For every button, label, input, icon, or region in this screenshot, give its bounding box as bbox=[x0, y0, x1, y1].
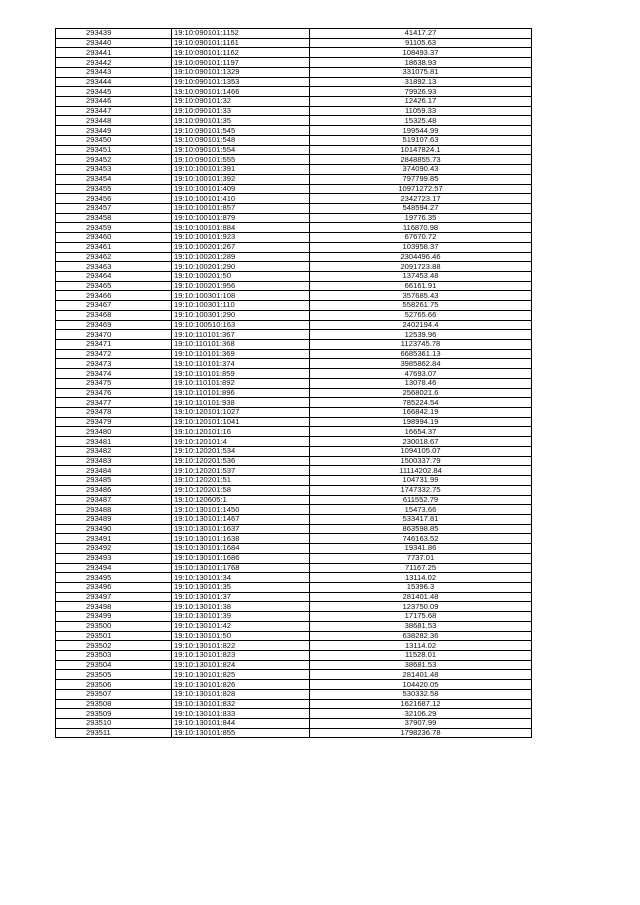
cadastral-number-cell: 19:10:130101:1684 bbox=[172, 544, 310, 554]
value-cell: 104420.05 bbox=[310, 680, 532, 690]
table-row bbox=[56, 485, 532, 495]
table-row bbox=[56, 427, 532, 437]
value-cell: 2568021.6 bbox=[310, 388, 532, 398]
cadastral-number-cell: 19:10:130101:1467 bbox=[172, 514, 310, 524]
cadastral-number-cell: 19:10:130101:833 bbox=[172, 709, 310, 719]
cadastral-number-cell: 19:10:130101:823 bbox=[172, 651, 310, 661]
row-number-cell: 293507 bbox=[56, 689, 172, 699]
table-row bbox=[56, 398, 532, 408]
cadastral-number-cell: 19:10:130101:825 bbox=[172, 670, 310, 680]
value-cell: 281401.48 bbox=[310, 592, 532, 602]
cadastral-number-cell: 19:10:100301:108 bbox=[172, 291, 310, 301]
cadastral-number-cell: 19:10:130101:824 bbox=[172, 660, 310, 670]
row-number-cell: 293498 bbox=[56, 602, 172, 612]
cadastral-number-cell: 19:10:110101:892 bbox=[172, 378, 310, 388]
value-cell: 66161.91 bbox=[310, 281, 532, 291]
cadastral-number-cell: 19:10:090101:32 bbox=[172, 97, 310, 107]
value-cell: 785224.54 bbox=[310, 398, 532, 408]
row-number-cell: 293509 bbox=[56, 709, 172, 719]
value-cell: 31892.13 bbox=[310, 77, 532, 87]
row-number-cell: 293480 bbox=[56, 427, 172, 437]
cadastral-number-cell: 19:10:100101:391 bbox=[172, 165, 310, 175]
value-cell: 37907.99 bbox=[310, 719, 532, 729]
cadastral-number-cell: 19:10:110101:368 bbox=[172, 340, 310, 350]
row-number-cell: 293492 bbox=[56, 544, 172, 554]
row-number-cell: 293470 bbox=[56, 330, 172, 340]
row-number-cell: 293440 bbox=[56, 38, 172, 48]
cadastral-number-cell: 19:10:090101:35 bbox=[172, 116, 310, 126]
value-cell: 15473.66 bbox=[310, 505, 532, 515]
cadastral-number-cell: 19:10:130101:42 bbox=[172, 621, 310, 631]
row-number-cell: 293462 bbox=[56, 252, 172, 262]
table-row bbox=[56, 514, 532, 524]
value-cell: 38681.53 bbox=[310, 621, 532, 631]
table-row bbox=[56, 203, 532, 213]
table-row bbox=[56, 213, 532, 223]
data-table bbox=[55, 28, 532, 738]
cadastral-number-cell: 19:10:130101:1686 bbox=[172, 553, 310, 563]
cadastral-number-cell: 19:10:110101:938 bbox=[172, 398, 310, 408]
row-number-cell: 293450 bbox=[56, 135, 172, 145]
row-number-cell: 293454 bbox=[56, 174, 172, 184]
value-cell: 47693.07 bbox=[310, 369, 532, 379]
cadastral-number-cell: 19:10:090101:33 bbox=[172, 106, 310, 116]
value-cell: 533417.81 bbox=[310, 514, 532, 524]
value-cell: 1500337.79 bbox=[310, 456, 532, 466]
row-number-cell: 293460 bbox=[56, 233, 172, 243]
value-cell: 863598.85 bbox=[310, 524, 532, 534]
cadastral-number-cell: 19:10:090101:548 bbox=[172, 135, 310, 145]
cadastral-number-cell: 19:10:100101:923 bbox=[172, 233, 310, 243]
cadastral-number-cell: 19:10:120101:1027 bbox=[172, 408, 310, 418]
row-number-cell: 293478 bbox=[56, 408, 172, 418]
row-number-cell: 293496 bbox=[56, 582, 172, 592]
value-cell: 530332.58 bbox=[310, 689, 532, 699]
row-number-cell: 293465 bbox=[56, 281, 172, 291]
table-row bbox=[56, 330, 532, 340]
table-row bbox=[56, 524, 532, 534]
row-number-cell: 293458 bbox=[56, 213, 172, 223]
cadastral-number-cell: 19:10:130101:855 bbox=[172, 728, 310, 738]
cadastral-number-cell: 19:10:130101:37 bbox=[172, 592, 310, 602]
cadastral-number-cell: 19:10:130101:844 bbox=[172, 719, 310, 729]
cadastral-number-cell: 19:10:130101:826 bbox=[172, 680, 310, 690]
value-cell: 1621687.12 bbox=[310, 699, 532, 709]
cadastral-number-cell: 19:10:130101:828 bbox=[172, 689, 310, 699]
table-row bbox=[56, 456, 532, 466]
table-row bbox=[56, 670, 532, 680]
value-cell: 1094105.07 bbox=[310, 446, 532, 456]
row-number-cell: 293482 bbox=[56, 446, 172, 456]
table-row bbox=[56, 349, 532, 359]
table-row bbox=[56, 612, 532, 622]
cadastral-number-cell: 19:10:120201:58 bbox=[172, 485, 310, 495]
table-row bbox=[56, 233, 532, 243]
cadastral-number-cell: 19:10:130101:39 bbox=[172, 612, 310, 622]
table-row bbox=[56, 320, 532, 330]
row-number-cell: 293508 bbox=[56, 699, 172, 709]
row-number-cell: 293486 bbox=[56, 485, 172, 495]
value-cell: 638282.36 bbox=[310, 631, 532, 641]
row-number-cell: 293441 bbox=[56, 48, 172, 58]
row-number-cell: 293485 bbox=[56, 476, 172, 486]
row-number-cell: 293468 bbox=[56, 310, 172, 320]
value-cell: 1747332.75 bbox=[310, 485, 532, 495]
value-cell: 519107.63 bbox=[310, 135, 532, 145]
table-row bbox=[56, 165, 532, 175]
cadastral-number-cell: 19:10:120101:16 bbox=[172, 427, 310, 437]
cadastral-number-cell: 19:10:110101:896 bbox=[172, 388, 310, 398]
table-row bbox=[56, 145, 532, 155]
row-number-cell: 293497 bbox=[56, 592, 172, 602]
value-cell: 38681.53 bbox=[310, 660, 532, 670]
table-row bbox=[56, 184, 532, 194]
cadastral-number-cell: 19:10:090101:1152 bbox=[172, 29, 310, 39]
value-cell: 13114.02 bbox=[310, 641, 532, 651]
row-number-cell: 293494 bbox=[56, 563, 172, 573]
value-cell: 2304496.46 bbox=[310, 252, 532, 262]
row-number-cell: 293444 bbox=[56, 77, 172, 87]
table-row bbox=[56, 592, 532, 602]
cadastral-number-cell: 19:10:110101:367 bbox=[172, 330, 310, 340]
cadastral-number-cell: 19:10:130101:34 bbox=[172, 573, 310, 583]
row-number-cell: 293484 bbox=[56, 466, 172, 476]
value-cell: 230018.67 bbox=[310, 437, 532, 447]
value-cell: 13114.02 bbox=[310, 573, 532, 583]
value-cell: 32106.29 bbox=[310, 709, 532, 719]
table-row bbox=[56, 476, 532, 486]
table-row bbox=[56, 174, 532, 184]
row-number-cell: 293455 bbox=[56, 184, 172, 194]
value-cell: 198994.19 bbox=[310, 417, 532, 427]
value-cell: 199544.99 bbox=[310, 126, 532, 136]
value-cell: 2091723.88 bbox=[310, 262, 532, 272]
cadastral-number-cell: 19:10:130101:1638 bbox=[172, 534, 310, 544]
table-row bbox=[56, 534, 532, 544]
cadastral-number-cell: 19:10:100301:290 bbox=[172, 310, 310, 320]
cadastral-number-cell: 19:10:100201:50 bbox=[172, 271, 310, 281]
table-row bbox=[56, 621, 532, 631]
table-row bbox=[56, 359, 532, 369]
table-row bbox=[56, 126, 532, 136]
value-cell: 13078.46 bbox=[310, 378, 532, 388]
cadastral-number-cell: 19:10:090101:1161 bbox=[172, 38, 310, 48]
row-number-cell: 293479 bbox=[56, 417, 172, 427]
table-row bbox=[56, 728, 532, 738]
value-cell: 41417.27 bbox=[310, 29, 532, 39]
table-row bbox=[56, 291, 532, 301]
value-cell: 52765.66 bbox=[310, 310, 532, 320]
cadastral-number-cell: 19:10:100101:392 bbox=[172, 174, 310, 184]
row-number-cell: 293446 bbox=[56, 97, 172, 107]
row-number-cell: 293439 bbox=[56, 29, 172, 39]
table-row bbox=[56, 582, 532, 592]
row-number-cell: 293448 bbox=[56, 116, 172, 126]
row-number-cell: 293452 bbox=[56, 155, 172, 165]
document-page bbox=[55, 28, 532, 738]
row-number-cell: 293503 bbox=[56, 651, 172, 661]
cadastral-number-cell: 19:10:100201:956 bbox=[172, 281, 310, 291]
table-row bbox=[56, 689, 532, 699]
row-number-cell: 293502 bbox=[56, 641, 172, 651]
cadastral-number-cell: 19:10:110101:369 bbox=[172, 349, 310, 359]
value-cell: 104731.99 bbox=[310, 476, 532, 486]
value-cell: 17175.68 bbox=[310, 612, 532, 622]
cadastral-number-cell: 19:10:100201:289 bbox=[172, 252, 310, 262]
row-number-cell: 293459 bbox=[56, 223, 172, 233]
table-row bbox=[56, 417, 532, 427]
row-number-cell: 293493 bbox=[56, 553, 172, 563]
value-cell: 2342723.17 bbox=[310, 194, 532, 204]
table-row bbox=[56, 388, 532, 398]
value-cell: 281401.48 bbox=[310, 670, 532, 680]
value-cell: 12426.17 bbox=[310, 97, 532, 107]
table-row bbox=[56, 651, 532, 661]
cadastral-number-cell: 19:10:100510:163 bbox=[172, 320, 310, 330]
row-number-cell: 293464 bbox=[56, 271, 172, 281]
table-row bbox=[56, 281, 532, 291]
row-number-cell: 293481 bbox=[56, 437, 172, 447]
value-cell: 67670.72 bbox=[310, 233, 532, 243]
table-row bbox=[56, 87, 532, 97]
cadastral-number-cell: 19:10:100201:267 bbox=[172, 242, 310, 252]
cadastral-number-cell: 19:10:130101:822 bbox=[172, 641, 310, 651]
row-number-cell: 293469 bbox=[56, 320, 172, 330]
row-number-cell: 293505 bbox=[56, 670, 172, 680]
table-row bbox=[56, 573, 532, 583]
row-number-cell: 293500 bbox=[56, 621, 172, 631]
row-number-cell: 293506 bbox=[56, 680, 172, 690]
cadastral-number-cell: 19:10:120101:4 bbox=[172, 437, 310, 447]
row-number-cell: 293453 bbox=[56, 165, 172, 175]
table-row bbox=[56, 660, 532, 670]
table-row bbox=[56, 262, 532, 272]
cadastral-number-cell: 19:10:100201:290 bbox=[172, 262, 310, 272]
table-row bbox=[56, 223, 532, 233]
table-row bbox=[56, 563, 532, 573]
table-row bbox=[56, 709, 532, 719]
table-row bbox=[56, 194, 532, 204]
table-row bbox=[56, 446, 532, 456]
row-number-cell: 293483 bbox=[56, 456, 172, 466]
value-cell: 1123745.78 bbox=[310, 340, 532, 350]
table-row bbox=[56, 408, 532, 418]
value-cell: 357685.43 bbox=[310, 291, 532, 301]
row-number-cell: 293473 bbox=[56, 359, 172, 369]
row-number-cell: 293456 bbox=[56, 194, 172, 204]
value-cell: 12539.96 bbox=[310, 330, 532, 340]
cadastral-number-cell: 19:10:100301:110 bbox=[172, 301, 310, 311]
table-row bbox=[56, 67, 532, 77]
row-number-cell: 293476 bbox=[56, 388, 172, 398]
row-number-cell: 293471 bbox=[56, 340, 172, 350]
row-number-cell: 293475 bbox=[56, 378, 172, 388]
row-number-cell: 293504 bbox=[56, 660, 172, 670]
row-number-cell: 293510 bbox=[56, 719, 172, 729]
row-number-cell: 293449 bbox=[56, 126, 172, 136]
value-cell: 331075.81 bbox=[310, 67, 532, 77]
table-row bbox=[56, 29, 532, 39]
row-number-cell: 293489 bbox=[56, 514, 172, 524]
cadastral-number-cell: 19:10:090101:1162 bbox=[172, 48, 310, 58]
table-row bbox=[56, 97, 532, 107]
value-cell: 7737.01 bbox=[310, 553, 532, 563]
value-cell: 746163.52 bbox=[310, 534, 532, 544]
row-number-cell: 293501 bbox=[56, 631, 172, 641]
table-row bbox=[56, 631, 532, 641]
table-row bbox=[56, 680, 532, 690]
cadastral-number-cell: 19:10:120201:51 bbox=[172, 476, 310, 486]
table-row bbox=[56, 252, 532, 262]
row-number-cell: 293491 bbox=[56, 534, 172, 544]
table-row bbox=[56, 544, 532, 554]
row-number-cell: 293499 bbox=[56, 612, 172, 622]
value-cell: 10147824.1 bbox=[310, 145, 532, 155]
value-cell: 2402194.4 bbox=[310, 320, 532, 330]
value-cell: 19341.86 bbox=[310, 544, 532, 554]
cadastral-number-cell: 19:10:130101:1768 bbox=[172, 563, 310, 573]
table-row bbox=[56, 641, 532, 651]
value-cell: 6685361.13 bbox=[310, 349, 532, 359]
cadastral-number-cell: 19:10:090101:555 bbox=[172, 155, 310, 165]
cadastral-number-cell: 19:10:120201:534 bbox=[172, 446, 310, 456]
cadastral-number-cell: 19:10:130101:1637 bbox=[172, 524, 310, 534]
value-cell: 19776.35 bbox=[310, 213, 532, 223]
table-body bbox=[56, 29, 532, 738]
value-cell: 123750.09 bbox=[310, 602, 532, 612]
table-row bbox=[56, 271, 532, 281]
value-cell: 2848855.73 bbox=[310, 155, 532, 165]
value-cell: 79926.93 bbox=[310, 87, 532, 97]
value-cell: 10971272.57 bbox=[310, 184, 532, 194]
value-cell: 16654.37 bbox=[310, 427, 532, 437]
value-cell: 558261.75 bbox=[310, 301, 532, 311]
row-number-cell: 293511 bbox=[56, 728, 172, 738]
table-row bbox=[56, 155, 532, 165]
table-row bbox=[56, 699, 532, 709]
value-cell: 11528.01 bbox=[310, 651, 532, 661]
cadastral-number-cell: 19:10:120605:1 bbox=[172, 495, 310, 505]
table-row bbox=[56, 553, 532, 563]
value-cell: 611552.79 bbox=[310, 495, 532, 505]
cadastral-number-cell: 19:10:090101:1466 bbox=[172, 87, 310, 97]
cadastral-number-cell: 19:10:090101:1353 bbox=[172, 77, 310, 87]
table-row bbox=[56, 116, 532, 126]
value-cell: 11114202.84 bbox=[310, 466, 532, 476]
value-cell: 108493.37 bbox=[310, 48, 532, 58]
table-row bbox=[56, 602, 532, 612]
table-row bbox=[56, 106, 532, 116]
cadastral-number-cell: 19:10:090101:1329 bbox=[172, 67, 310, 77]
table-row bbox=[56, 48, 532, 58]
value-cell: 1798236.78 bbox=[310, 728, 532, 738]
value-cell: 548594.27 bbox=[310, 203, 532, 213]
row-number-cell: 293490 bbox=[56, 524, 172, 534]
cadastral-number-cell: 19:10:130101:50 bbox=[172, 631, 310, 641]
cadastral-number-cell: 19:10:090101:554 bbox=[172, 145, 310, 155]
value-cell: 797799.85 bbox=[310, 174, 532, 184]
value-cell: 15396.3 bbox=[310, 582, 532, 592]
table-row bbox=[56, 77, 532, 87]
row-number-cell: 293443 bbox=[56, 67, 172, 77]
value-cell: 137453.48 bbox=[310, 271, 532, 281]
row-number-cell: 293442 bbox=[56, 58, 172, 68]
cadastral-number-cell: 19:10:110101:859 bbox=[172, 369, 310, 379]
cadastral-number-cell: 19:10:130101:35 bbox=[172, 582, 310, 592]
row-number-cell: 293466 bbox=[56, 291, 172, 301]
value-cell: 166842.19 bbox=[310, 408, 532, 418]
cadastral-number-cell: 19:10:100101:857 bbox=[172, 203, 310, 213]
row-number-cell: 293474 bbox=[56, 369, 172, 379]
row-number-cell: 293445 bbox=[56, 87, 172, 97]
cadastral-number-cell: 19:10:130101:832 bbox=[172, 699, 310, 709]
table-row bbox=[56, 310, 532, 320]
row-number-cell: 293477 bbox=[56, 398, 172, 408]
value-cell: 374090.43 bbox=[310, 165, 532, 175]
row-number-cell: 293451 bbox=[56, 145, 172, 155]
table-row bbox=[56, 242, 532, 252]
table-row bbox=[56, 301, 532, 311]
value-cell: 71167.25 bbox=[310, 563, 532, 573]
table-row bbox=[56, 495, 532, 505]
table-row bbox=[56, 505, 532, 515]
row-number-cell: 293495 bbox=[56, 573, 172, 583]
table-row bbox=[56, 135, 532, 145]
row-number-cell: 293463 bbox=[56, 262, 172, 272]
table-row bbox=[56, 58, 532, 68]
cadastral-number-cell: 19:10:110101:374 bbox=[172, 359, 310, 369]
table-row bbox=[56, 38, 532, 48]
cadastral-number-cell: 19:10:120201:536 bbox=[172, 456, 310, 466]
cadastral-number-cell: 19:10:130101:38 bbox=[172, 602, 310, 612]
cadastral-number-cell: 19:10:120101:1041 bbox=[172, 417, 310, 427]
row-number-cell: 293447 bbox=[56, 106, 172, 116]
value-cell: 91105.63 bbox=[310, 38, 532, 48]
table-row bbox=[56, 369, 532, 379]
value-cell: 11059.33 bbox=[310, 106, 532, 116]
cadastral-number-cell: 19:10:100101:409 bbox=[172, 184, 310, 194]
row-number-cell: 293467 bbox=[56, 301, 172, 311]
table-row bbox=[56, 719, 532, 729]
cadastral-number-cell: 19:10:100101:410 bbox=[172, 194, 310, 204]
table-row bbox=[56, 340, 532, 350]
row-number-cell: 293488 bbox=[56, 505, 172, 515]
value-cell: 116870.98 bbox=[310, 223, 532, 233]
row-number-cell: 293457 bbox=[56, 203, 172, 213]
value-cell: 3985862.84 bbox=[310, 359, 532, 369]
cadastral-number-cell: 19:10:090101:1197 bbox=[172, 58, 310, 68]
cadastral-number-cell: 19:10:100101:884 bbox=[172, 223, 310, 233]
value-cell: 15325.48 bbox=[310, 116, 532, 126]
value-cell: 18638.93 bbox=[310, 58, 532, 68]
table-row bbox=[56, 437, 532, 447]
row-number-cell: 293472 bbox=[56, 349, 172, 359]
row-number-cell: 293487 bbox=[56, 495, 172, 505]
cadastral-number-cell: 19:10:120201:537 bbox=[172, 466, 310, 476]
cadastral-number-cell: 19:10:090101:545 bbox=[172, 126, 310, 136]
row-number-cell: 293461 bbox=[56, 242, 172, 252]
cadastral-number-cell: 19:10:130101:1450 bbox=[172, 505, 310, 515]
value-cell: 103958.37 bbox=[310, 242, 532, 252]
table-row bbox=[56, 466, 532, 476]
table-row bbox=[56, 378, 532, 388]
cadastral-number-cell: 19:10:100101:879 bbox=[172, 213, 310, 223]
